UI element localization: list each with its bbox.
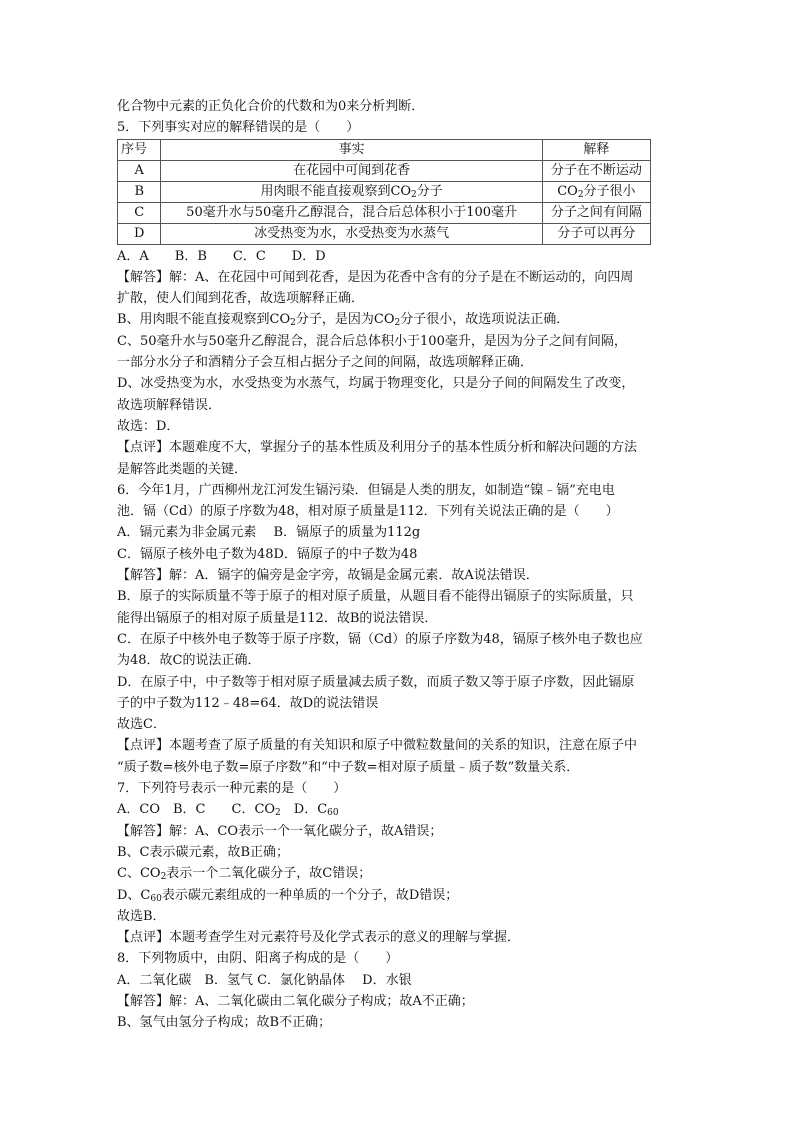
- q5-answer-line: 一部分水分子和酒精分子会互相占据分子之间的间隔，故选项解释正确．: [117, 355, 534, 371]
- q5-comment: 【点评】本题难度不大，掌握分子的基本性质及利用分子的基本性质分析和解决问题的方法: [117, 440, 638, 456]
- text-run: 分子很小，故选项说法正确．: [400, 312, 570, 328]
- q6-line: 能得出镉原子的相对原子质量是112．故B的说法错误．: [117, 610, 438, 626]
- q6-line: 为48．故C的说法正确．: [117, 653, 261, 669]
- q5-stem: 5．下列事实对应的解释错误的是（ ）: [117, 120, 360, 136]
- q5-answer-line: 【解答】解：A、在花园中可闻到花香，是因为花香中含有的分子是在不断运动的，向四周: [117, 269, 634, 285]
- subscript: 2: [160, 872, 167, 883]
- text-run: B、用肉眼不能直接观察到CO: [117, 312, 291, 328]
- q6-line: 【解答】解：A．镉字的偏旁是金字旁，故镉是金属元素．故A说法错误．: [117, 568, 539, 584]
- text-run: D．C: [280, 802, 328, 818]
- q6-line: A．镉元素为非金属元素 B．镉原子的质量为112g: [117, 525, 421, 541]
- q6-line: 池．镉（Cd）的原子序数为48，相对原子质量是112．下列有关说法正确的是（ ）: [117, 504, 619, 520]
- q6-line: 6．今年1月，广西柳州龙江河发生镉污染．但镉是人类的朋友，如制造“镍﹣镉”充电电: [117, 482, 615, 498]
- text-run: A．CO B．C C．CO: [117, 802, 276, 818]
- q5-options: A．A B．B C．C D．D: [117, 248, 326, 264]
- text-run: D、C: [117, 887, 151, 903]
- subscript: 2: [275, 808, 281, 819]
- subscript: 2: [394, 318, 401, 329]
- q8-line: 【解答】解：A、二氧化碳由二氧化碳分子构成；故A不正确；: [117, 993, 474, 1009]
- table-row: [118, 202, 651, 223]
- header-number: 序号: [118, 139, 161, 160]
- row-explanation: 分子在不断运动: [542, 160, 650, 181]
- q5-answer-line: D、冰受热变为水，水受热变为水蒸气，均属于物理变化，只是分子间的间隔发生了改变，: [117, 376, 635, 392]
- header-fact: 事实: [161, 139, 542, 160]
- row-number: C: [118, 202, 161, 223]
- row-explanation: 分子之间有间隔: [542, 202, 650, 223]
- subscript: 60: [150, 893, 162, 904]
- q6-line: “质子数=核外电子数=原子序数”和“中子数=相对原子质量﹣质子数”数量关系．: [117, 759, 580, 775]
- q7-answer-a: 【解答】解：A、CO表示一个一氧化碳分子，故A错误；: [117, 823, 443, 839]
- q7-answer-b: B、C表示碳元素，故B正确；: [117, 844, 290, 860]
- q5-answer-line: C、50毫升水与50毫升乙醇混合，混合后总体积小于100毫升，是因为分子之间有间隔，: [117, 333, 627, 349]
- row-explanation: [542, 181, 650, 202]
- text-run: C、CO: [117, 866, 161, 882]
- document-body: [117, 96, 677, 1034]
- text-run: 表示一个二氧化碳分子，故C错误；: [166, 866, 372, 882]
- q6-line: 子的中子数为112﹣48=64．故D的说法错误: [117, 695, 379, 711]
- row-fact: 50毫升水与50毫升乙醇混合，混合后总体积小于100毫升: [161, 202, 542, 223]
- exp-text: CO: [557, 183, 578, 199]
- q6-line: 故选C．: [117, 717, 166, 733]
- row-explanation: 分子可以再分: [542, 223, 650, 244]
- fact-text: 分子: [416, 183, 443, 199]
- row-fact: [161, 181, 542, 202]
- q6-line: D．在原子中，中子数等于相对原子质量减去质子数，而质子数又等于原子序数，因此镉原: [117, 674, 635, 690]
- table-row: [118, 160, 651, 181]
- q5-choice: 故选：D．: [117, 418, 180, 434]
- q7-options: [117, 799, 677, 820]
- subscript: 60: [327, 808, 339, 819]
- q6-line: B．原子的实际质量不等于原子的相对原子质量，从题目看不能得出镉原子的实际质量，只: [117, 589, 634, 605]
- q8-line: A．二氧化碳 B．氢气 C．氯化钠晶体 D．水银: [117, 972, 412, 988]
- table-row: [118, 181, 651, 202]
- q7-comment: 【点评】本题考查学生对元素符号及化学式表示的意义的理解与掌握．: [117, 930, 521, 946]
- text-run: 分子，是因为CO: [295, 312, 395, 328]
- text-run: 表示碳元素组成的一种单质的一个分子，故D错误；: [161, 887, 459, 903]
- q7-answer-c: [117, 863, 677, 884]
- q5-answer-line: 故选项解释错误．: [117, 397, 222, 413]
- q5-fact-table: [117, 139, 651, 245]
- table-header-row: [118, 139, 651, 160]
- q6-line: C．在原子中核外电子数等于原子序数，镉（Cd）的原子序数为48，镉原子核外电子数也应: [117, 631, 643, 647]
- header-explanation: 解释: [542, 139, 650, 160]
- q8-line: 8．下列物质中，由阴、阳离子构成的是（ ）: [117, 951, 399, 967]
- q5-answer-b: [117, 309, 677, 330]
- q7-stem: 7．下列符号表示一种元素的是（ ）: [117, 781, 347, 797]
- exp-text: 分子很小: [583, 183, 636, 199]
- q6-line: C．镉原子核外电子数为48D．镉原子的中子数为48: [117, 546, 418, 562]
- q5-comment: 是解答此类题的关键．: [117, 461, 248, 477]
- q8-line: B、氢气由氢分子构成；故B不正确；: [117, 1015, 332, 1031]
- table-row: [118, 223, 651, 244]
- q7-answer-d: [117, 885, 677, 906]
- q7-choice: 故选B．: [117, 908, 166, 924]
- row-fact: 冰受热变为水，水受热变为水蒸气: [161, 223, 542, 244]
- row-fact: 在花园中可闻到花香: [161, 160, 542, 181]
- row-number: D: [118, 223, 161, 244]
- row-number: B: [118, 181, 161, 202]
- subscript: 2: [290, 318, 296, 329]
- q6-line: 【点评】本题考查了原子质量的有关知识和原子中微粒数量间的关系的知识，注意在原子中: [117, 738, 638, 754]
- q5-answer-line: 扩散，使人们闻到花香，故选项解释正确．: [117, 291, 365, 307]
- intro-text: 化合物中元素的正负化合价的代数和为0来分析判断．: [117, 99, 425, 114]
- subscript: 2: [411, 189, 417, 200]
- row-number: A: [118, 160, 161, 181]
- fact-text: 用肉眼不能直接观察到CO: [260, 183, 412, 199]
- subscript: 2: [577, 189, 584, 200]
